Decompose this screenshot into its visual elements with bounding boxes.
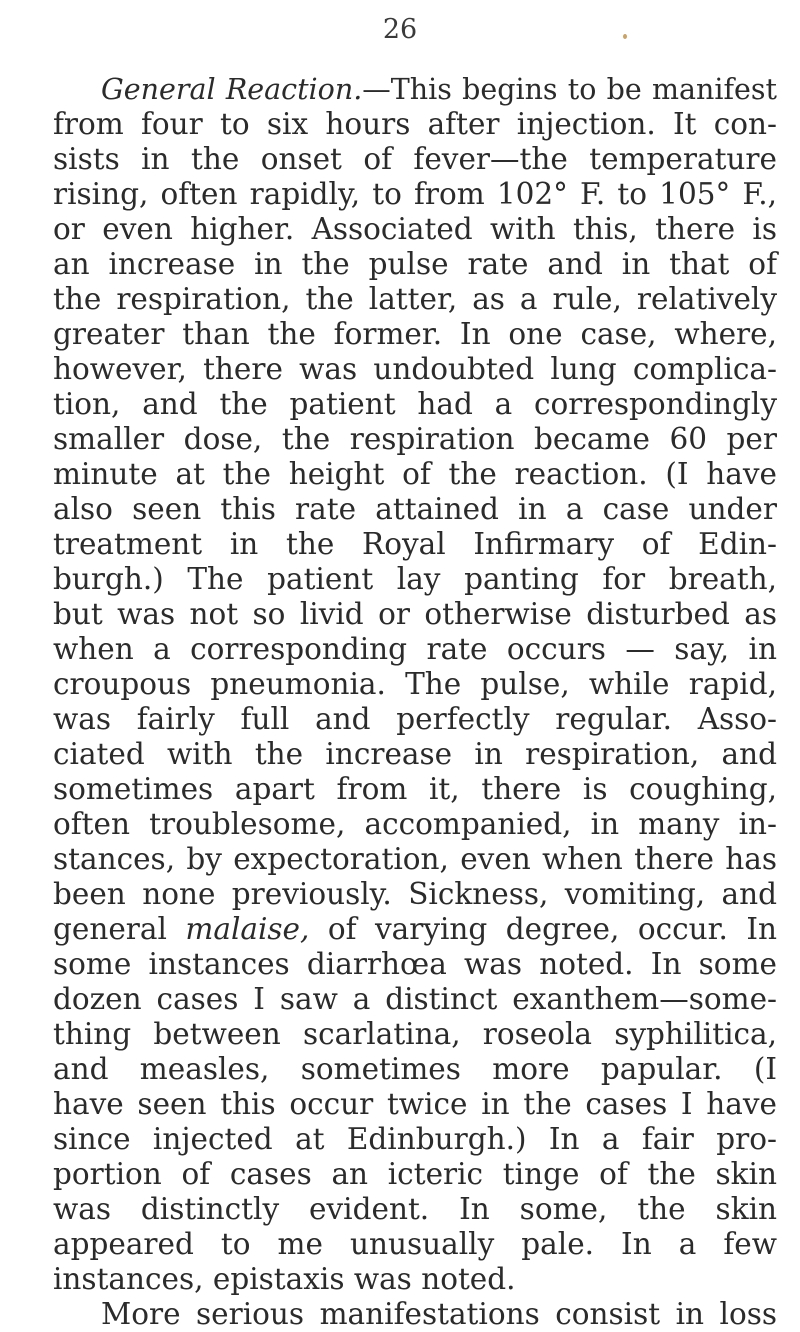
text-line: however, there was undoubted lung complica- xyxy=(53,352,777,386)
ink-speck xyxy=(623,34,627,39)
text-line: More serious manifestations consist in loss xyxy=(101,1297,777,1331)
text-line: an increase in the pulse rate and in that of xyxy=(53,247,777,281)
text-line: General Reaction.—This begins to be manifest xyxy=(101,73,777,106)
text-line: tion, and the patient had a correspondingly xyxy=(53,387,777,421)
text-line: stances, by expectoration, even when there has xyxy=(53,842,777,876)
text-line: burgh.) The patient lay panting for breath, xyxy=(53,562,777,596)
text-line: general malaise, of varying degree, occur. In xyxy=(53,912,777,946)
text-line: also seen this rate attained in a case under xyxy=(53,492,777,526)
text-line: croupous pneumonia. The pulse, while rapid, xyxy=(53,667,777,701)
text-line: thing between scarlatina, roseola syphilitica, xyxy=(53,1017,777,1051)
text-line: dozen cases I saw a distinct exanthem—some- xyxy=(53,982,777,1016)
text-line: since injected at Edinburgh.) In a fair pro- xyxy=(53,1122,777,1156)
text-line: minute at the height of the reaction. (I have xyxy=(53,457,777,491)
text-line: rising, often rapidly, to from 102° F. to 105° F., xyxy=(53,177,777,211)
text-line: often troublesome, accompanied, in many in- xyxy=(53,807,777,841)
text-line: when a corresponding rate occurs — say, in xyxy=(53,632,777,666)
text-line: greater than the former. In one case, where, xyxy=(53,317,777,351)
body-text xyxy=(53,72,777,1332)
text-line: but was not so livid or otherwise disturbed as xyxy=(53,597,777,631)
text-line: sists in the onset of fever—the temperature xyxy=(53,142,777,176)
text-line: or even higher. Associated with this, there is xyxy=(53,212,777,246)
text-line: was distinctly evident. In some, the skin xyxy=(53,1192,777,1226)
text-line: been none previously. Sickness, vomiting, and xyxy=(53,877,777,911)
text-line: ciated with the increase in respiration, and xyxy=(53,737,777,771)
page-number: 26 xyxy=(382,14,418,45)
text-line: and measles, sometimes more papular. (I xyxy=(53,1052,777,1086)
text-line: have seen this occur twice in the cases I have xyxy=(53,1087,777,1121)
text-line: portion of cases an icteric tinge of the skin xyxy=(53,1157,777,1191)
text-line: was fairly full and perfectly regular. Asso- xyxy=(53,702,777,736)
text-line: sometimes apart from it, there is coughing, xyxy=(53,772,777,806)
text-line: smaller dose, the respiration became 60 per xyxy=(53,422,777,456)
text-line: treatment in the Royal Infirmary of Edin- xyxy=(53,527,777,561)
text-line: appeared to me unusually pale. In a few xyxy=(53,1227,777,1261)
text-line: instances, epistaxis was noted. xyxy=(53,1262,516,1296)
text-line: some instances diarrhœa was noted. In some xyxy=(53,947,777,981)
text-line: from four to six hours after injection. It con- xyxy=(53,107,777,141)
text-line: the respiration, the latter, as a rule, relatively xyxy=(53,282,777,316)
